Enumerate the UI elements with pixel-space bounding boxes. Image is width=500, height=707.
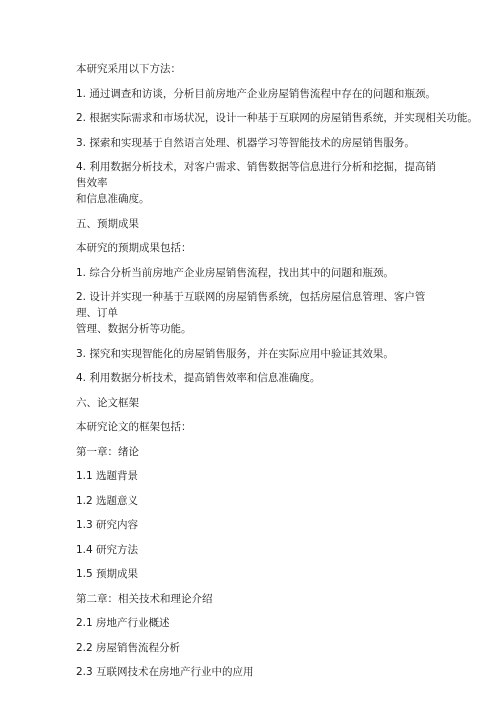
section-heading-expected-results: 五、预期成果 bbox=[76, 217, 139, 230]
outline-item-1-1: 1.1 选题背景 bbox=[76, 470, 139, 482]
result-item-3: 3. 探究和实现智能化的房屋销售服务，并在实际应用中验证其效果。 bbox=[76, 347, 394, 360]
framework-intro: 本研究论文的框架包括： bbox=[76, 421, 192, 433]
chapter-1-heading: 第一章：绪论 bbox=[76, 445, 139, 458]
outline-item-1-3: 1.3 研究内容 bbox=[76, 519, 139, 531]
method-item-2: 2. 根据实际需求和市场状况，设计一种基于互联网的房屋销售系统，并实现相关功能。 bbox=[76, 112, 478, 124]
result-item-2: 2. 设计并实现一种基于互联网的房屋销售系统，包括房屋信息管理、客户管理、订单 管理、数据分析等功能。 bbox=[76, 291, 426, 335]
section-heading-thesis-framework: 六、论文框架 bbox=[76, 396, 139, 409]
outline-item-1-5: 1.5 预期成果 bbox=[76, 568, 139, 580]
outline-item-2-2: 2.2 房屋销售流程分析 bbox=[76, 641, 181, 654]
outline-item-1-4: 1.4 研究方法 bbox=[76, 543, 139, 556]
result-item-4: 4. 利用数据分析技术，提高销售效率和信息准确度。 bbox=[76, 372, 321, 384]
document-body bbox=[76, 61, 478, 689]
expected-results-intro: 本研究的预期成果包括： bbox=[76, 242, 192, 254]
method-item-4: 4. 利用数据分析技术，对客户需求、销售数据等信息进行分析和挖掘，提高销售效率 和信息准确度。 bbox=[76, 161, 436, 205]
chapter-2-heading: 第二章：相关技术和理论介绍 bbox=[76, 592, 213, 605]
methods-intro: 本研究采用以下方法： bbox=[76, 63, 181, 75]
outline-item-2-1: 2.1 房地产行业概述 bbox=[76, 617, 170, 629]
result-item-1: 1. 综合分析当前房地产企业房屋销售流程，找出其中的问题和瓶颈。 bbox=[76, 266, 394, 279]
outline-item-2-3: 2.3 互联网技术在房地产行业中的应用 bbox=[76, 666, 254, 678]
method-item-1: 1. 通过调查和访谈，分析目前房地产企业房屋销售流程中存在的问题和瓶颈。 bbox=[76, 87, 436, 100]
method-item-3: 3. 探索和实现基于自然语言处理、机器学习等智能技术的房屋销售服务。 bbox=[76, 136, 415, 149]
outline-item-1-2: 1.2 选题意义 bbox=[76, 494, 139, 507]
